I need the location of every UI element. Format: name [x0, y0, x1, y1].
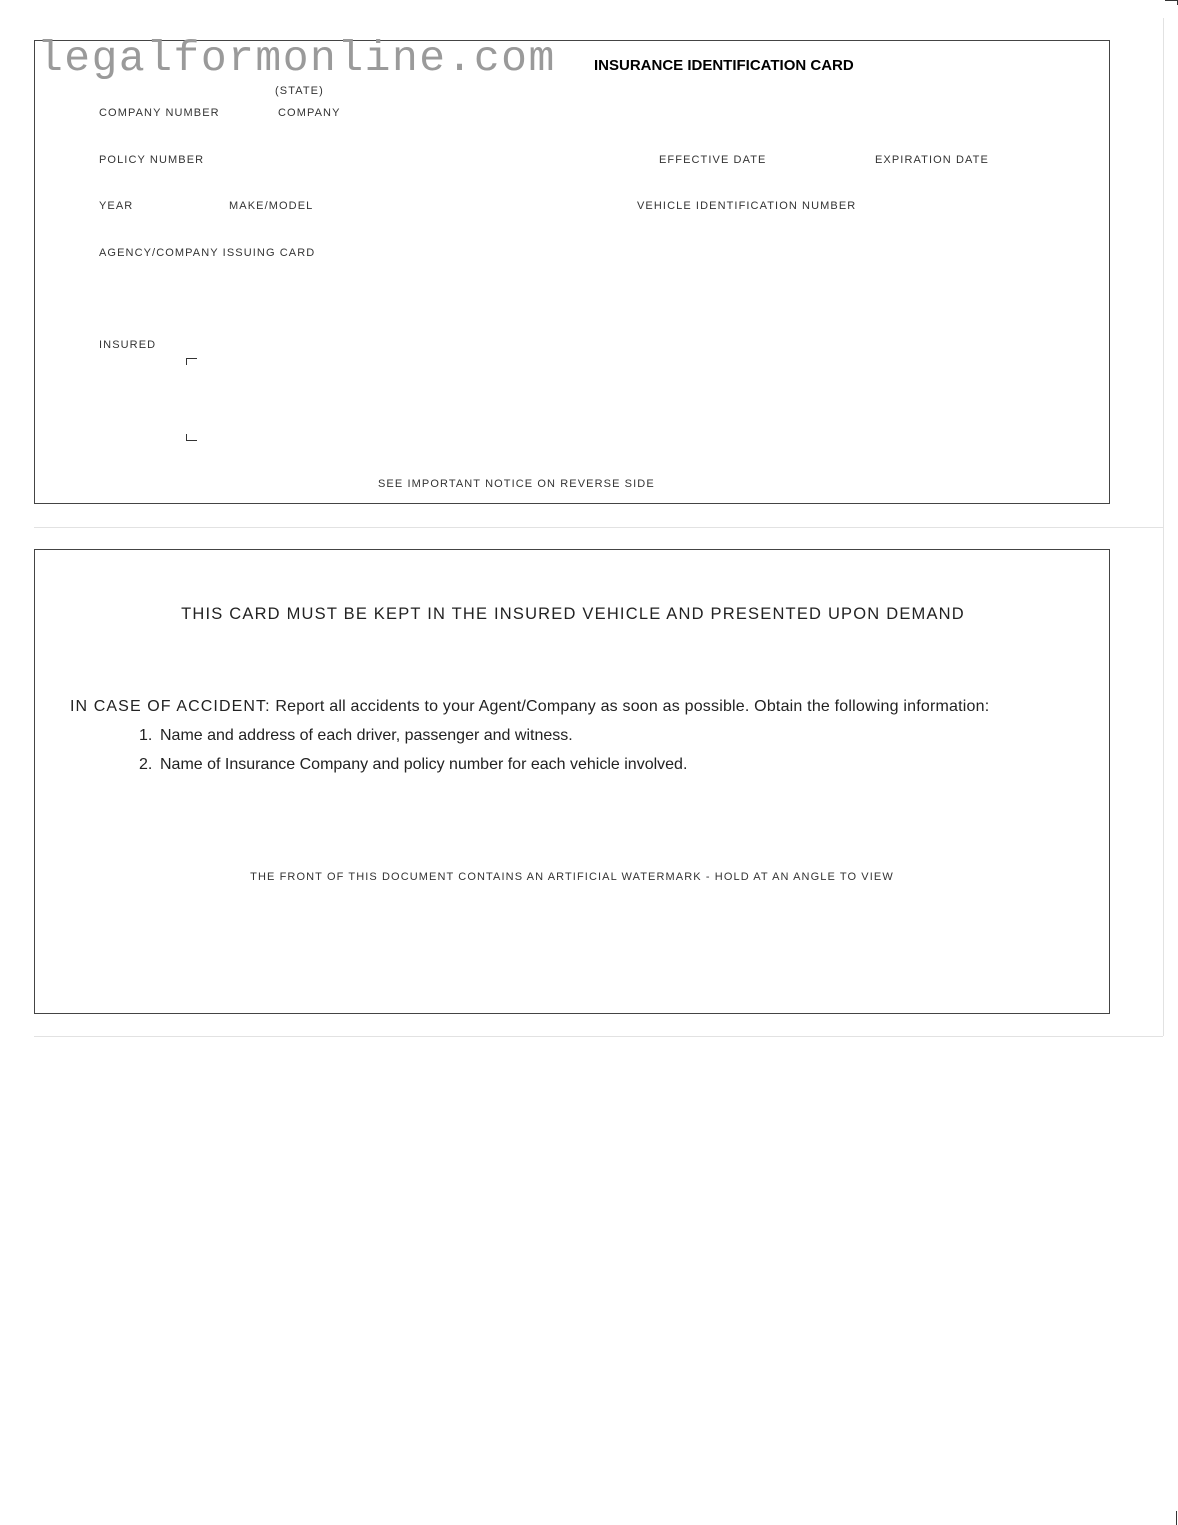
expiration-date-label: EXPIRATION DATE — [875, 154, 989, 166]
make-model-label: MAKE/MODEL — [229, 200, 314, 212]
card-separator-line — [34, 527, 1163, 528]
watermark-note: THE FRONT OF THIS DOCUMENT CONTAINS AN ARTIFICIAL WATERMARK - HOLD AT AN ANGLE TO VIEW — [250, 871, 894, 883]
list-item — [139, 727, 573, 745]
crop-mark-bottom — [1176, 1511, 1177, 1525]
state-label: (STATE) — [275, 85, 324, 97]
vin-label: VEHICLE IDENTIFICATION NUMBER — [637, 200, 857, 212]
list-item-number: 1. — [139, 727, 153, 744]
accident-text: Report all accidents to your Agent/Company as soon as possible. Obtain the following information: — [270, 698, 990, 715]
address-bracket-bottom — [186, 434, 197, 441]
card-title: INSURANCE IDENTIFICATION CARD — [594, 57, 854, 74]
year-label: YEAR — [99, 200, 134, 212]
insurance-card-front — [34, 34, 1110, 504]
list-item-number: 2. — [139, 756, 153, 773]
crop-mark-top — [1165, 0, 1178, 5]
watermark-text: legalformonline.com — [37, 34, 556, 83]
company-label: COMPANY — [278, 107, 341, 119]
address-bracket-top — [186, 358, 197, 365]
list-item-text: Name and address of each driver, passenger and witness. — [160, 727, 573, 744]
accident-instructions — [70, 698, 989, 716]
insurance-card-back — [34, 549, 1110, 1014]
accident-lead: IN CASE OF ACCIDENT: — [70, 698, 271, 715]
keep-in-vehicle-heading: THIS CARD MUST BE KEPT IN THE INSURED VEHICLE AND PRESENTED UPON DEMAND — [181, 605, 965, 623]
policy-number-label: POLICY NUMBER — [99, 154, 205, 166]
company-number-label: COMPANY NUMBER — [99, 107, 220, 119]
list-item-text: Name of Insurance Company and policy number for each vehicle involved. — [160, 756, 688, 773]
insured-label: INSURED — [99, 339, 157, 351]
agency-label: AGENCY/COMPANY ISSUING CARD — [99, 247, 316, 259]
page-bottom-line — [34, 1036, 1163, 1037]
effective-date-label: EFFECTIVE DATE — [659, 154, 767, 166]
list-item — [139, 756, 687, 774]
reverse-notice: SEE IMPORTANT NOTICE ON REVERSE SIDE — [378, 478, 655, 490]
page-edge-right — [1163, 18, 1164, 1036]
